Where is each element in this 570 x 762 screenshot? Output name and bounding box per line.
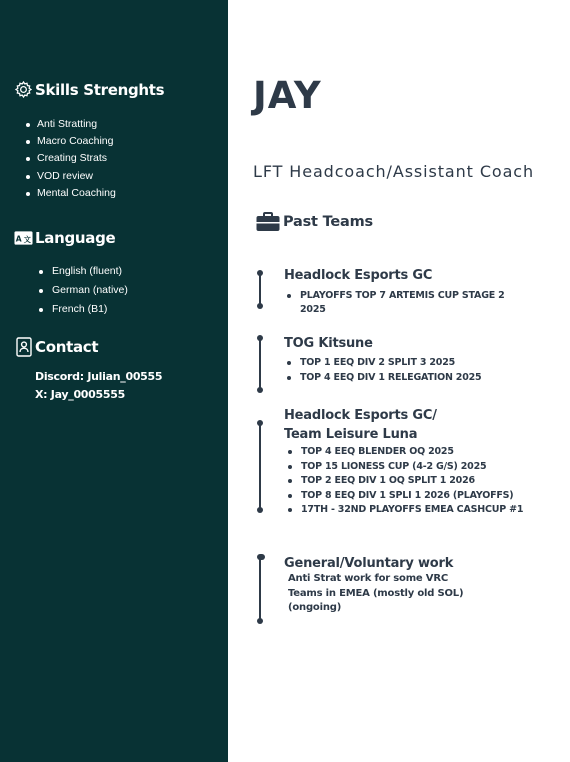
team-name: Headlock Esports GC/ [284,408,437,423]
list-item: TOP 4 EEQ BLENDER OQ 2025 [285,445,523,460]
past-teams-header [256,212,373,232]
skills-list [15,116,116,202]
contact-card-icon [14,337,33,356]
timeline-dot [257,507,263,513]
list-item: TOP 2 EEQ DIV 1 OQ SPLIT 1 2026 [285,474,523,489]
language-title: Language [35,228,116,247]
team-name: General/Voluntary work [284,556,454,571]
main-content [228,0,570,762]
skills-title: Skills Strenghts [35,80,165,99]
discord-handle: Discord: Julian_00555 [35,370,163,383]
briefcase-icon [256,212,280,232]
timeline-line [259,272,261,306]
achievement-list [284,289,505,317]
achievement-list [284,356,481,385]
sidebar [0,0,228,762]
list-item: Macro Coaching [15,133,116,150]
list-item: English (fluent) [15,262,128,281]
x-handle: X: Jay_0005555 [35,388,125,401]
list-item: 17TH - 32ND PLAYOFFS EMEA CASHCUP #1 [285,503,523,518]
list-item: 2025 [300,304,326,315]
list-item: TOP 15 LIONESS CUP (4-2 G/S) 2025 [285,460,523,475]
team-name-line-2: Team Leisure Luna [284,427,418,442]
achievement-list [285,445,523,518]
subtitle: LFT Headcoach/Assistant Coach [253,162,535,181]
team-name: Headlock Esports GC [284,268,433,283]
past-teams-title: Past Teams [283,214,373,230]
list-item: TOP 8 EEQ DIV 1 SPLI 1 2026 (PLAYOFFS) [285,489,523,504]
svg-text:A: A [15,233,22,243]
svg-text:文: 文 [23,234,31,244]
list-item: French (B1) [15,300,128,319]
list-item: Anti Stratting [15,116,116,133]
team-name: TOG Kitsune [284,336,373,351]
timeline-dot [257,387,263,393]
timeline-line [259,422,261,510]
page-title: JAY [253,74,322,117]
list-item: Creating Strats [15,150,116,167]
contact-title: Contact [35,337,99,356]
gear-icon [14,80,33,99]
list-item: Mental Coaching [15,185,116,202]
list-item: PLAYOFFS TOP 7 ARTEMIS CUP STAGE 2 [284,289,505,303]
description-line: Teams in EMEA (mostly old SOL) [288,587,464,599]
timeline-dot [257,618,263,624]
timeline-line [259,557,261,621]
timeline-line [259,337,261,390]
language-header [14,228,115,247]
contact-header [14,337,98,356]
timeline-dot [257,303,263,309]
language-list [15,262,128,320]
list-item: German (native) [15,281,128,300]
skills-header [14,80,164,99]
list-item: TOP 4 EEQ DIV 1 RELEGATION 2025 [284,371,481,386]
description-line: (ongoing) [288,602,342,613]
translate-icon [14,228,33,247]
description-line: Anti Strat work for some VRC [288,573,448,584]
list-item: VOD review [15,168,116,185]
work-description [288,572,463,616]
list-item: TOP 1 EEQ DIV 2 SPLIT 3 2025 [284,356,481,371]
